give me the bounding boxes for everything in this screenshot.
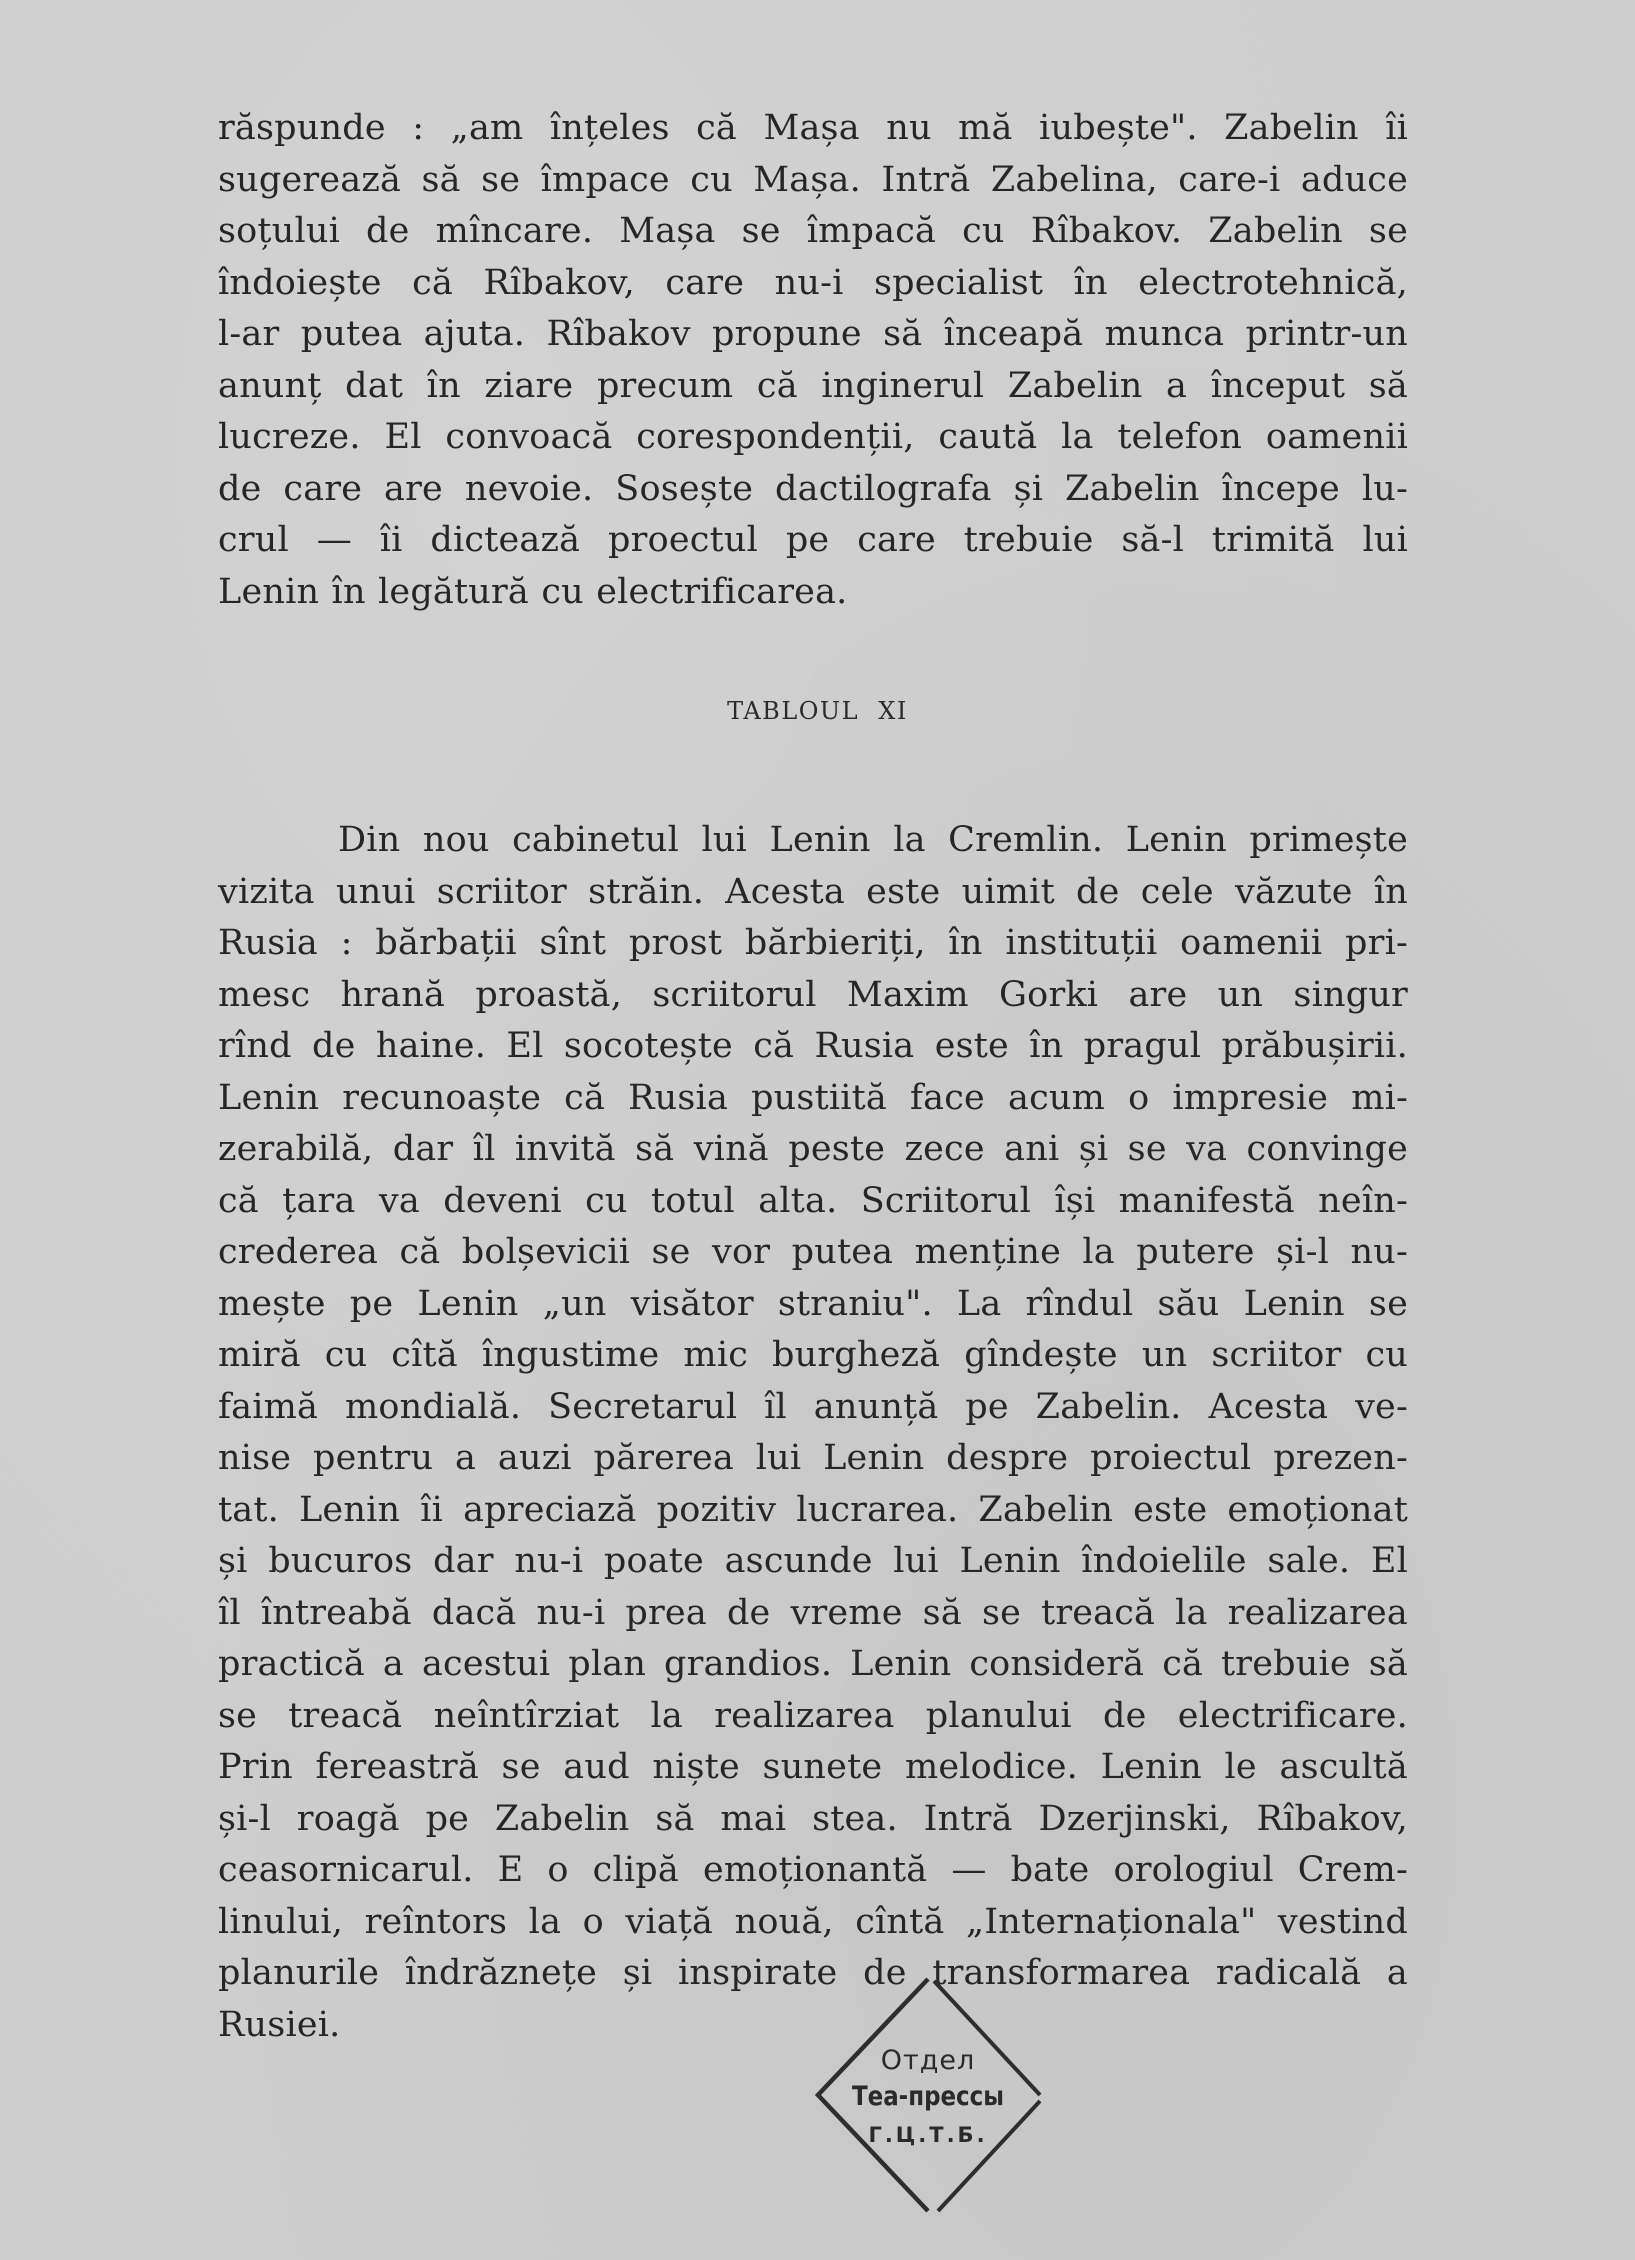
text-line: anunț dat în ziare precum că inginerul Zabelin a început să — [218, 365, 1408, 406]
paragraph-1 — [218, 103, 1408, 618]
text-line: mesc hrană proastă, scriitorul Maxim Gorki are un singur — [218, 974, 1408, 1015]
text-line: rînd de haine. El socotește că Rusia este în pragul prăbușirii. — [218, 1026, 1408, 1066]
text-line: lucreze. El convoacă corespondenții, caută la telefon oamenii — [218, 417, 1408, 457]
text-line: ceasornicarul. E o clipă emoționantă — bate orologiul Crem- — [218, 1850, 1408, 1890]
stamp-text-press: Теа-прессы — [851, 2081, 1005, 2112]
text-line: crul — îi dictează proectul pe care trebuie să-l trimită lui — [218, 520, 1408, 560]
text-line: crederea că bolșevicii se vor putea menține la putere și-l nu- — [218, 1232, 1408, 1272]
stamp-text-department: Отдел — [880, 2045, 976, 2076]
text-line: Lenin recunoaște că Rusia pustiită face acum o impresie mi- — [218, 1077, 1408, 1118]
text-line: nise pentru a auzi părerea lui Lenin despre proiectul prezen- — [218, 1438, 1408, 1478]
text-line: soțului de mîncare. Mașa se împacă cu Rîbakov. Zabelin se — [218, 211, 1408, 251]
section-heading — [0, 697, 1635, 725]
text-line: și-l roagă pe Zabelin să mai stea. Intră Dzerjinski, Rîbakov, — [218, 1798, 1408, 1839]
text-line: zerabilă, dar îl invită să vină peste zece ani și se va convinge — [218, 1129, 1408, 1169]
text-line: că țara va deveni cu totul alta. Scriitorul își manifestă neîn- — [218, 1180, 1408, 1221]
text-line: Rusia : bărbații sînt prost bărbieriți, în instituții oamenii pri- — [218, 923, 1408, 963]
text-line: practică a acestui plan grandios. Lenin consideră că trebuie să — [218, 1644, 1408, 1684]
text-line: vizita unui scriitor străin. Acesta este uimit de cele văzute în — [218, 871, 1408, 912]
text-line: Din nou cabinetul lui Lenin la Cremlin. Lenin primește — [338, 820, 1408, 860]
paragraph-2 — [218, 815, 1408, 2051]
text-line: îl întreabă dacă nu-i prea de vreme să se treacă la realizarea — [218, 1592, 1408, 1633]
text-line: mește pe Lenin „un visător straniu". La rîndul său Lenin se — [218, 1283, 1408, 1324]
library-stamp — [808, 1975, 1048, 2215]
text-line: l-ar putea ajuta. Rîbakov propune să înceapă munca printr-un — [218, 314, 1408, 354]
text-line: faimă mondială. Secretarul îl anunță pe Zabelin. Acesta ve- — [218, 1386, 1408, 1427]
text-line: sugerează să se împace cu Mașa. Intră Zabelina, care-i aduce — [218, 159, 1408, 200]
text-line: planurile îndrăznețe și inspirate de transformarea radicală a — [218, 1953, 1408, 1993]
text-line: Lenin în legătură cu electrificarea. — [218, 571, 848, 612]
text-line: se treacă neîntîrziat la realizarea planului de electrificare. — [218, 1695, 1408, 1736]
section-heading-numeral: XI — [878, 697, 908, 725]
text-line: răspunde : „am înțeles că Mașa nu mă iubește". Zabelin îi — [218, 108, 1408, 148]
text-line: Rusiei. — [218, 2004, 341, 2045]
text-line: linului, reîntors la o viață nouă, cîntă „Internaționala" vestind — [218, 1901, 1408, 1942]
text-line: îndoiește că Rîbakov, care nu-i specialist în electrotehnică, — [218, 262, 1408, 303]
text-line: Prin fereastră se aud niște sunete melodice. Lenin le ascultă — [218, 1747, 1408, 1787]
text-line: de care are nevoie. Sosește dactilografa și Zabelin începe lu- — [218, 468, 1408, 509]
text-line: miră cu cîtă îngustime mic burgheză gîndește un scriitor cu — [218, 1335, 1408, 1375]
stamp-text-abbreviation: Г.Ц.Т.Б. — [868, 2123, 988, 2147]
section-heading-word: TABLOUL — [727, 697, 860, 725]
text-line: tat. Lenin îi apreciază pozitiv lucrarea. Zabelin este emoționat — [218, 1489, 1408, 1530]
text-line: și bucuros dar nu-i poate ascunde lui Lenin îndoielile sale. El — [218, 1541, 1408, 1581]
